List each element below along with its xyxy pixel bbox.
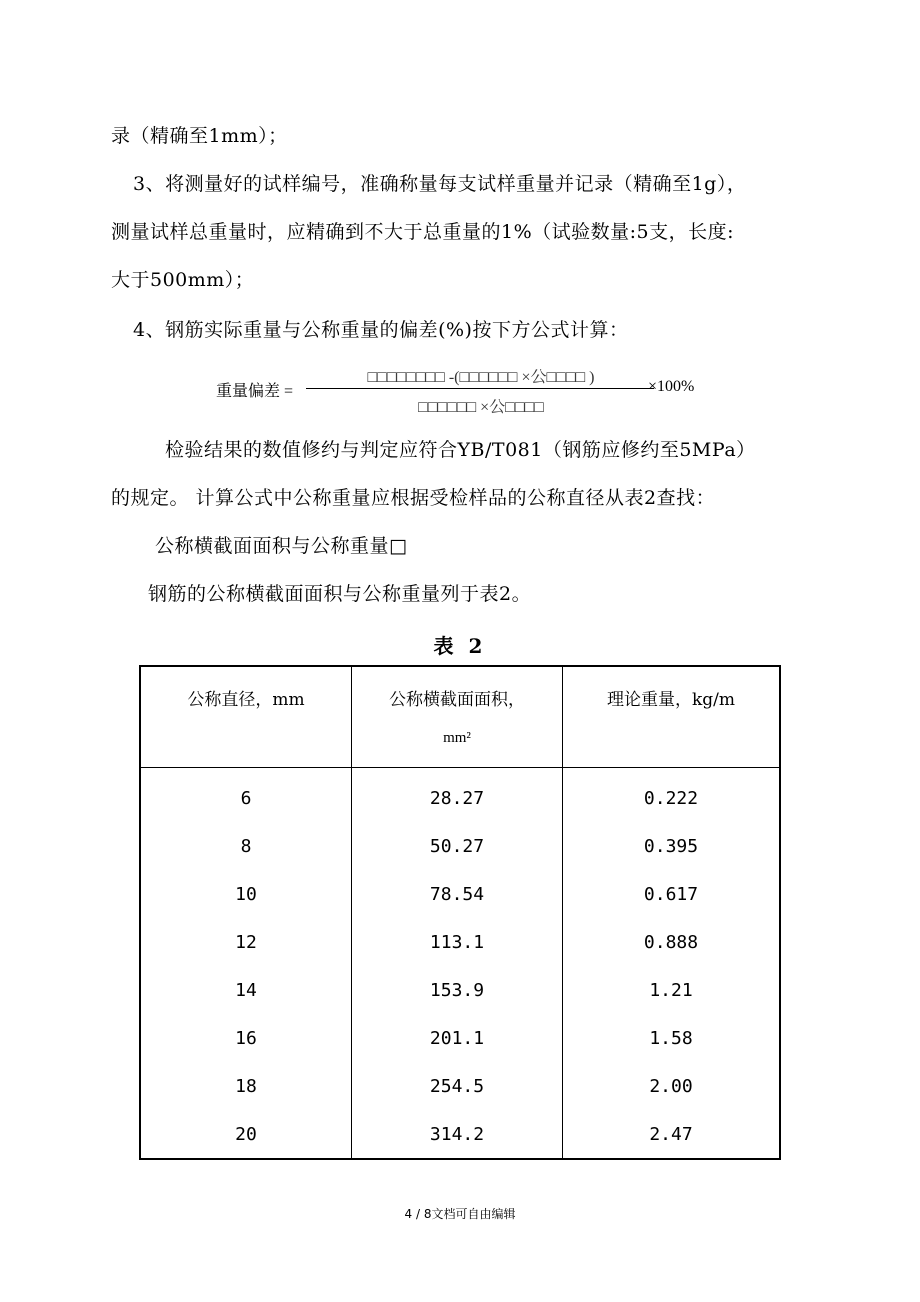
cell-weight: 2.00 <box>563 1062 781 1110</box>
text-line-3: 测量试样总重量时，应精确到不大于总重量的1%（试验数量:5支，长度: <box>111 221 735 243</box>
cell-weight: 1.58 <box>563 1014 781 1062</box>
table-row <box>140 966 780 1014</box>
cell-weight: 0.888 <box>563 918 781 966</box>
table-row <box>140 870 780 918</box>
table-header-row <box>140 666 780 768</box>
table-row <box>140 1110 780 1159</box>
cell-weight: 0.395 <box>563 822 781 870</box>
cell-area: 28.27 <box>352 768 563 823</box>
header-diameter <box>140 666 352 768</box>
formula-denominator: □□□□□□ ×公□□□□ <box>418 399 544 416</box>
cell-diameter: 14 <box>140 966 352 1014</box>
cell-weight: 0.617 <box>563 870 781 918</box>
cell-area: 113.1 <box>352 918 563 966</box>
page-footer: 4 / 8文档可自由编辑 <box>404 1207 516 1221</box>
fraction-bar <box>306 388 654 389</box>
text-line-9: 钢筋的公称横截面面积与公称重量列于表2。 <box>148 583 532 605</box>
cell-diameter: 18 <box>140 1062 352 1110</box>
text-line-6: 检验结果的数值修约与判定应符合YB/T081（钢筋应修约至5MPa） <box>165 439 756 461</box>
rebar-weight-table <box>139 665 781 1160</box>
cell-area: 50.27 <box>352 822 563 870</box>
header-area-unit: mm² <box>443 730 471 746</box>
text-line-4: 大于500mm）； <box>111 269 255 291</box>
text-line-1: 录（精确至1mm）； <box>111 125 288 147</box>
table-row <box>140 1014 780 1062</box>
table-row <box>140 1062 780 1110</box>
text-line-8: 公称横截面面积与公称重量□ <box>155 535 408 557</box>
cell-weight: 0.222 <box>563 768 781 823</box>
header-area <box>352 666 563 768</box>
text-line-5: 4、钢筋实际重量与公称重量的偏差(%)按下方公式计算： <box>133 319 629 341</box>
table-row <box>140 822 780 870</box>
cell-diameter: 10 <box>140 870 352 918</box>
cell-area: 314.2 <box>352 1110 563 1159</box>
text-line-7: 的规定。 计算公式中公称重量应根据受检样品的公称直径从表2查找： <box>111 487 716 509</box>
cell-area: 78.54 <box>352 870 563 918</box>
cell-diameter: 20 <box>140 1110 352 1159</box>
header-area-label: 公称横截面面积， <box>389 690 525 710</box>
cell-diameter: 12 <box>140 918 352 966</box>
formula-label: 重量偏差 = <box>216 383 294 400</box>
cell-area: 201.1 <box>352 1014 563 1062</box>
cell-area: 254.5 <box>352 1062 563 1110</box>
formula-percent-factor: ×100% <box>648 378 695 395</box>
cell-weight: 2.47 <box>563 1110 781 1159</box>
header-weight <box>563 666 781 768</box>
formula-numerator: □□□□□□□□ -(□□□□□□ ×公□□□□ ) <box>367 369 595 386</box>
cell-weight: 1.21 <box>563 966 781 1014</box>
table-row <box>140 768 780 823</box>
table-row <box>140 918 780 966</box>
cell-diameter: 6 <box>140 768 352 823</box>
table-caption: 表 2 <box>433 634 487 658</box>
header-weight-label: 理论重量，kg/m <box>606 690 736 710</box>
cell-area: 153.9 <box>352 966 563 1014</box>
cell-diameter: 16 <box>140 1014 352 1062</box>
text-line-2: 3、将测量好的试样编号，准确称量每支试样重量并记录（精确至1g）， <box>133 173 747 195</box>
cell-diameter: 8 <box>140 822 352 870</box>
header-diameter-label: 公称直径，mm <box>187 690 305 710</box>
weight-deviation-formula <box>216 364 716 418</box>
